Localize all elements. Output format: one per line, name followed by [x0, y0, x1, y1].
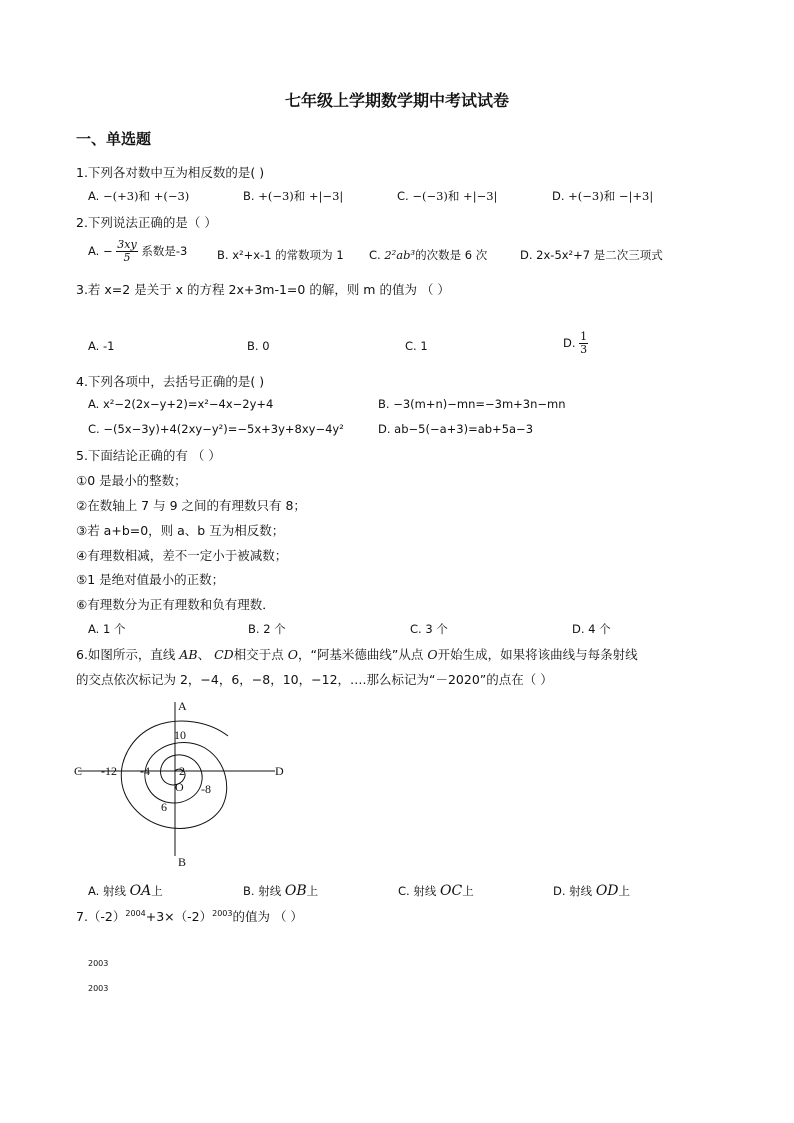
label-c: C — [74, 764, 83, 778]
option-label: B. — [243, 189, 259, 203]
q7-option-fragment: 2003 — [88, 959, 109, 968]
text: 上 — [618, 884, 631, 898]
text: A. 射线 — [88, 884, 130, 898]
q3-option-d[interactable] — [563, 331, 588, 356]
label-b: B — [178, 855, 187, 869]
ray-name: OB — [284, 883, 307, 899]
fraction — [116, 239, 137, 264]
q5-statement: ③若 a+b=0，则 a、b 互为相反数； — [76, 523, 285, 538]
option-text: +(−3)和 −|+3| — [568, 189, 654, 203]
mark-neg12: -12 — [101, 764, 117, 778]
q5-option-a[interactable]: A. 1 个 — [88, 622, 126, 636]
option-prefix: A. − — [88, 244, 113, 258]
q4-option-c[interactable]: C. −(5x−3y)+4(2xy−y²)=−5x+3y+8xy−4y² — [88, 422, 344, 436]
text: C. 射线 — [398, 884, 440, 898]
math-cd: CD — [214, 647, 234, 662]
numerator: 1 — [580, 330, 588, 343]
question-6-stem-line1 — [76, 645, 638, 663]
text: ，“阿基米德曲线”从点 — [297, 647, 428, 662]
text: 的值为 （ ） — [232, 909, 303, 924]
option-suffix: 系数是-3 — [141, 244, 188, 258]
math-ab: AB — [179, 647, 198, 662]
q3-option-b[interactable]: B. 0 — [247, 339, 270, 353]
mark-neg8: -8 — [201, 782, 211, 796]
q3-option-c[interactable]: C. 1 — [405, 339, 428, 353]
ray-name: OD — [595, 883, 619, 899]
q2-option-b[interactable]: B. x²+x-1 的常数项为 1 — [217, 248, 344, 262]
page-title: 七年级上学期数学期中考试试卷 — [284, 91, 509, 110]
mark-2: 2 — [179, 764, 185, 778]
text: 上 — [462, 884, 474, 898]
exponent: 2004 — [125, 908, 146, 918]
q5-statement: ②在数轴上 7 与 9 之间的有理数只有 8； — [76, 498, 306, 513]
numerator: 3xy — [117, 238, 137, 251]
option-label: D. — [563, 336, 576, 350]
label-o: O — [175, 780, 184, 794]
q5-option-d[interactable]: D. 4 个 — [572, 622, 611, 636]
question-4-stem: 4.下列各项中，去括号正确的是( ) — [76, 374, 265, 389]
option-prefix: C. — [369, 248, 385, 262]
option-suffix: 的次数是 6 次 — [415, 248, 488, 262]
text: 6.如图所示，直线 — [76, 647, 180, 662]
ray-name: OA — [129, 883, 152, 899]
math-o: O — [427, 647, 438, 662]
q5-statement: ⑤1 是绝对值最小的正数； — [76, 572, 225, 587]
math-term: 2²ab³ — [384, 248, 416, 262]
text: 开始生成，如果将该曲线与每条射线 — [437, 647, 638, 662]
math-o: O — [287, 647, 298, 662]
text: 相交于点 — [233, 647, 288, 662]
q6-option-c[interactable] — [398, 883, 474, 899]
text: 上 — [306, 884, 319, 898]
q5-statement: ①0 是最小的整数； — [76, 473, 187, 488]
option-text: −(+3)和 +(−3) — [102, 189, 190, 203]
mark-10: 10 — [174, 728, 186, 742]
option-label: A. — [88, 189, 103, 203]
text: 上 — [151, 884, 163, 898]
question-2-stem: 2.下列说法正确的是（ ） — [76, 215, 217, 230]
denominator: 5 — [123, 251, 131, 264]
q7-option-fragment: 2003 — [88, 984, 109, 993]
question-1-stem: 1.下列各对数中互为相反数的是( ) — [76, 165, 265, 180]
label-a: A — [178, 699, 187, 713]
option-label: D. — [552, 189, 569, 203]
q1-option-b[interactable] — [243, 188, 343, 204]
question-7-stem — [76, 907, 303, 925]
text: 7.（-2） — [76, 909, 126, 924]
q4-option-b[interactable]: B. −3(m+n)−mn=−3m+3n−mn — [378, 397, 566, 411]
q1-option-d[interactable] — [552, 188, 653, 204]
fraction — [579, 331, 588, 356]
question-5-stem: 5.下面结论正确的有 （ ） — [76, 448, 221, 463]
q5-statement: ④有理数相减，差不一定小于被减数； — [76, 548, 288, 563]
text: +3×（-2） — [145, 909, 213, 924]
q5-statement: ⑥有理数分为正有理数和负有理数． — [76, 597, 275, 612]
question-6-stem-line2: 的交点依次标记为 2，−4，6，−8，10，−12，….那么标记为“－2020”的点在（ ） — [76, 672, 553, 687]
q6-option-b[interactable] — [243, 883, 318, 899]
option-text: +(−3)和 +|−3| — [258, 189, 344, 203]
text: 、 — [197, 647, 215, 662]
question-3-stem: 3.若 x=2 是关于 x 的方程 2x+3m-1=0 的解，则 m 的值为 （ ） — [76, 282, 450, 297]
ray-name: OC — [440, 883, 463, 899]
archimedes-spiral-figure — [70, 696, 300, 872]
option-label: C. — [397, 189, 413, 203]
denominator: 3 — [580, 343, 588, 356]
q2-option-a[interactable] — [88, 239, 187, 264]
label-d: D — [275, 764, 284, 778]
text: D. 射线 — [553, 884, 596, 898]
q6-option-d[interactable] — [553, 883, 630, 899]
exponent: 2003 — [212, 908, 233, 918]
q2-option-c[interactable] — [369, 247, 487, 263]
q2-option-d[interactable]: D. 2x-5x²+7 是二次三项式 — [520, 248, 663, 262]
q1-option-c[interactable] — [397, 188, 497, 204]
q3-option-a[interactable]: A. -1 — [88, 339, 115, 353]
mark-neg4: -4 — [140, 764, 150, 778]
mark-6: 6 — [161, 800, 167, 814]
q6-option-a[interactable] — [88, 883, 163, 899]
option-text: −(−3)和 +|−3| — [412, 189, 498, 203]
q5-option-b[interactable]: B. 2 个 — [248, 622, 286, 636]
text: B. 射线 — [243, 884, 285, 898]
q5-option-c[interactable]: C. 3 个 — [410, 622, 448, 636]
q4-option-a[interactable]: A. x²−2(2x−y+2)=x²−4x−2y+4 — [88, 397, 274, 411]
q4-option-d[interactable]: D. ab−5(−a+3)=ab+5a−3 — [378, 422, 534, 436]
q1-option-a[interactable] — [88, 188, 189, 204]
section-heading: 一、单选题 — [76, 130, 152, 148]
